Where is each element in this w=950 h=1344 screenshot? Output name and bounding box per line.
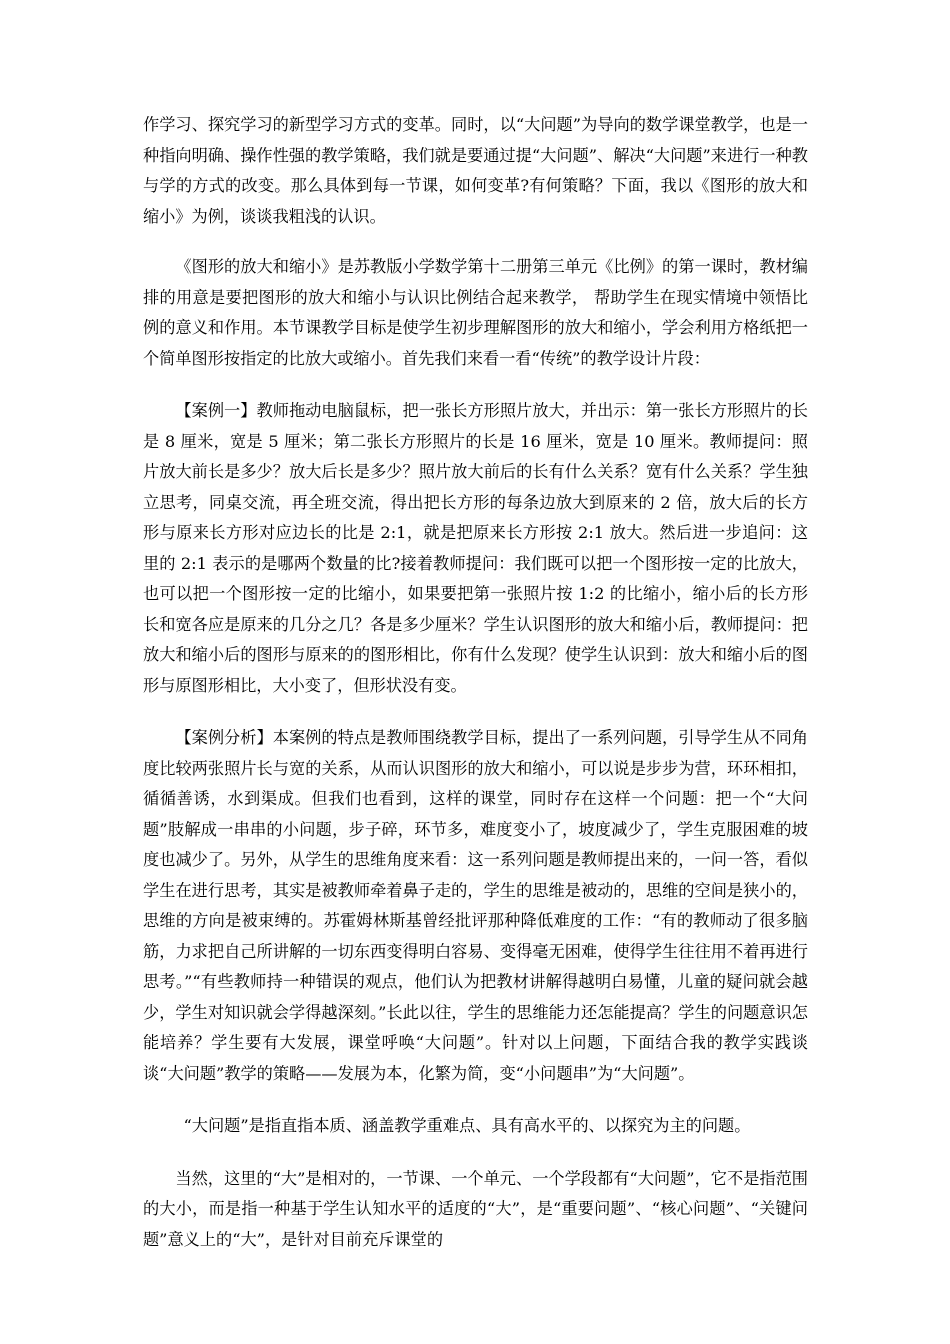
document-body: [143, 110, 808, 1277]
paragraph-case-analysis: 【案例分析】本案例的特点是教师围绕教学目标，提出了一系列问题，引导学生从不同角度比较两张照片长与宽的关系，从而认识图形的放大和缩小，可以说是步步为营，环环相扣，循循善诱，水到渠成。但我们也看到，这样的课堂，同时存在这样一个问题：把一个“大问题”肢解成一串串的小问题，步子碎，环节多，难度变小了，坡度减少了，学生克服困难的坡度也减少了。另外，从学生的思维角度来看：这一系列问题是教师提出来的，一问一答，看似学生在进行思考，其实是被教师牵着鼻子走的，学生的思维是被动的，思维的空间是狭小的，思维的方向是被束缚的。苏霍姆林斯基曾经批评那种降低难度的工作：“有的教师动了很多脑筋，力求把自己所讲解的一切东西变得明白容易、变得毫无困难，使得学生往往用不着再进行思考。”“有些教师持一种错误的观点，他们认为把教材讲解得越明白易懂，儿童的疑问就会越少，学生对知识就会学得越深刻。”长此以往，学生的思维能力还怎能提高？学生的问题意识怎能培养？学生要有大发展，课堂呼唤“大问题”。针对以上问题，下面结合我的教学实践谈谈“大问题”教学的策略——发展为本，化繁为简，变“小问题串”为“大问题”。: [143, 728, 808, 1083]
paragraph-case-one: 【案例一】教师拖动电脑鼠标，把一张长方形照片放大，并出示：第一张长方形照片的长是 8 厘米，宽是 5 厘米；第二张长方形照片的长是 16 厘米，宽是 10 厘米。教师提问：照片放大前长是多少？放大后长是多少？照片放大前后的长有什么关系？宽有什么关系？学生独立思考，同桌交流，再全班交流，得出把长方形的每条边放大到原来的 2 倍，放大后的长方形与原来长方形对应边长的比是 2:1，就是把原来长方形按 2:1 放大。然后进一步追问：这里的 2:1 表示的是哪两个数量的比?接着教师提问：我们既可以把一个图形按一定的比放大，也可以把一个图形按一定的比缩小，如果要把第一张照片按 1:2 的比缩小，缩小后的长方形长和宽各应是原来的几分之几？各是多少厘米？学生认识图形的放大和缩小后，教师提问：把放大和缩小后的图形与原来的的图形相比，你有什么发现？使学生认识到：放大和缩小后的图形与原图形相比，大小变了，但形状没有变。: [143, 401, 808, 695]
paragraph-big-question-definition: “大问题”是指直指本质、涵盖教学重难点、具有高水平的、以探究为主的问题。: [183, 1116, 751, 1135]
paragraph-textbook-intro: 《图形的放大和缩小》是苏教版小学数学第十二册第三单元《比例》的第一课时，教材编排的用意是要把图形的放大和缩小与认识比例结合起来教学， 帮助学生在现实情境中领悟比例的意义和作用。本节课教学目标是使学生初步理解图形的放大和缩小，学会利用方格纸把一个简单图形按指定的比放大或缩小。首先我们来看一看“传统”的教学设计片段：: [143, 257, 808, 368]
paragraph-big-question-explanation: 当然，这里的“大”是相对的，一节课、一个单元、一个学段都有“大问题”，它不是指范围的大小，而是指一种基于学生认知水平的适度的“大”，是“重要问题”、“核心问题”、“关键问题”意义上的“大”，是针对目前充斥课堂的: [143, 1168, 808, 1249]
paragraph-continuation: 作学习、探究学习的新型学习方式的变革。同时，以“大问题”为导向的数学课堂教学，也是一种指向明确、操作性强的教学策略，我们就是要通过提“大问题”、解决“大问题”来进行一种教与学的方式的改变。那么具体到每一节课，如何变革?有何策略？下面，我以《图形的放大和缩小》为例，谈谈我粗浅的认识。: [143, 115, 808, 226]
